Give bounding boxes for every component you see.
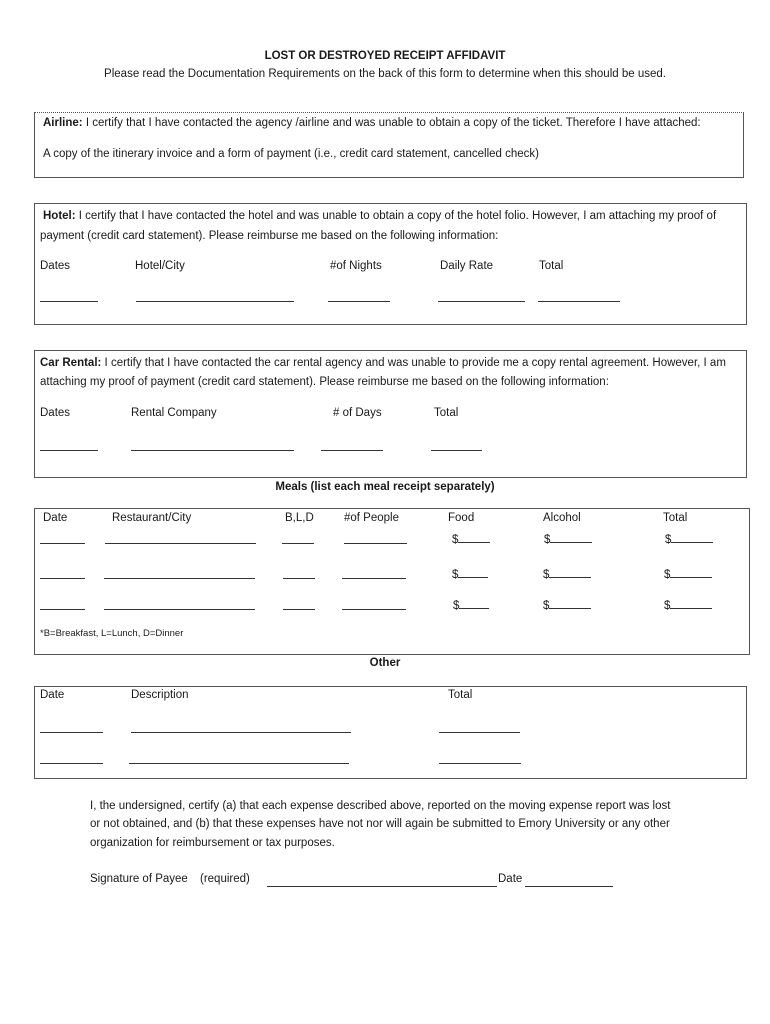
dollar-sign: $ bbox=[543, 600, 550, 612]
signature-field[interactable] bbox=[267, 886, 497, 887]
car-rental-label: Car Rental: bbox=[40, 357, 102, 369]
other1-total-field[interactable] bbox=[439, 732, 520, 733]
meal3-date-field[interactable] bbox=[40, 609, 85, 610]
meals-col-alcohol: Alcohol bbox=[543, 512, 581, 524]
meal1-food-field[interactable] bbox=[452, 530, 490, 546]
meal3-bld-field[interactable] bbox=[283, 609, 315, 610]
meal2-date-field[interactable] bbox=[40, 578, 85, 579]
other2-description-field[interactable] bbox=[129, 763, 349, 764]
dollar-sign: $ bbox=[453, 600, 460, 612]
meals-footnote: *B=Breakfast, L=Lunch, D=Dinner bbox=[40, 628, 184, 639]
other1-date-field[interactable] bbox=[40, 732, 103, 733]
car-col-dates: Dates bbox=[40, 407, 71, 419]
airline-statement bbox=[43, 117, 701, 129]
dollar-sign: $ bbox=[452, 534, 459, 546]
car-rental-text-line2: attaching my proof of payment (credit card statement). Please reimburse me based on the following information: bbox=[40, 376, 609, 388]
signature-label: Signature of Payee bbox=[90, 873, 188, 885]
meal2-food-field[interactable] bbox=[452, 565, 488, 581]
other-col-total: Total bbox=[448, 689, 473, 701]
meal1-people-field[interactable] bbox=[344, 543, 407, 544]
car-col-total: Total bbox=[434, 407, 459, 419]
other2-total-field[interactable] bbox=[439, 763, 521, 764]
other-heading: Other bbox=[369, 657, 401, 669]
hotel-city-field[interactable] bbox=[136, 301, 294, 302]
dollar-sign: $ bbox=[544, 534, 551, 546]
airline-attached: A copy of the itinerary invoice and a form of payment (i.e., credit card statement, cancelled check) bbox=[43, 148, 540, 160]
signature-date-label: Date bbox=[498, 873, 523, 885]
hotel-label: Hotel: bbox=[43, 210, 76, 222]
dollar-sign: $ bbox=[665, 534, 672, 546]
car-col-days: # of Days bbox=[333, 407, 382, 419]
airline-text: I certify that I have contacted the agency /airline and was unable to obtain a copy of the ticket. Therefore I have attached: bbox=[82, 117, 701, 129]
other2-date-field[interactable] bbox=[40, 763, 103, 764]
form-title: LOST OR DESTROYED RECEIPT AFFIDAVIT bbox=[264, 50, 506, 62]
meal1-alcohol-field[interactable] bbox=[544, 530, 592, 546]
car-dates-field[interactable] bbox=[40, 450, 98, 451]
meal3-people-field[interactable] bbox=[342, 609, 406, 610]
meal2-alcohol-field[interactable] bbox=[543, 565, 591, 581]
meals-heading: Meals (list each meal receipt separately) bbox=[275, 481, 495, 493]
dollar-sign: $ bbox=[664, 600, 671, 612]
meal3-total-field[interactable] bbox=[664, 596, 712, 612]
certification-line2: or not obtained, and (b) that these expenses have not nor will again be submitted to Emory University or any other bbox=[90, 818, 670, 830]
meal3-alcohol-field[interactable] bbox=[543, 596, 591, 612]
form-subtitle: Please read the Documentation Requirements on the back of this form to determine when this should be used. bbox=[104, 68, 666, 80]
car-company-field[interactable] bbox=[131, 450, 294, 451]
car-rental-text-line1: I certify that I have contacted the car rental agency and was unable to provide me a copy rental agreement. However, I am bbox=[101, 357, 726, 369]
hotel-text-line1: I certify that I have contacted the hotel and was unable to obtain a copy of the hotel folio. However, I am attaching my proof of bbox=[75, 210, 717, 222]
certification-line3: organization for reimbursement or tax purposes. bbox=[90, 837, 335, 849]
hotel-text-line2: payment (credit card statement). Please reimburse me based on the following information: bbox=[40, 230, 499, 242]
hotel-nights-field[interactable] bbox=[328, 301, 390, 302]
dollar-sign: $ bbox=[664, 569, 671, 581]
hotel-statement bbox=[43, 210, 716, 222]
meals-col-total: Total bbox=[663, 512, 688, 524]
meal2-people-field[interactable] bbox=[342, 578, 406, 579]
meal2-total-field[interactable] bbox=[664, 565, 712, 581]
hotel-col-nights: #of Nights bbox=[330, 260, 382, 272]
hotel-rate-field[interactable] bbox=[438, 301, 525, 302]
meals-col-food: Food bbox=[448, 512, 475, 524]
hotel-col-hotel-city: Hotel/City bbox=[135, 260, 185, 272]
meals-col-restaurant: Restaurant/City bbox=[112, 512, 192, 524]
hotel-col-dates: Dates bbox=[40, 260, 71, 272]
meal1-bld-field[interactable] bbox=[282, 543, 314, 544]
meal2-bld-field[interactable] bbox=[283, 578, 315, 579]
dollar-sign: $ bbox=[452, 569, 459, 581]
meal1-total-field[interactable] bbox=[665, 530, 713, 546]
car-total-field[interactable] bbox=[431, 450, 482, 451]
meal1-restaurant-field[interactable] bbox=[105, 543, 256, 544]
signature-date-field[interactable] bbox=[525, 886, 613, 887]
certification-line1: I, the undersigned, certify (a) that each expense described above, reported on the moving expense report was lost bbox=[90, 800, 671, 812]
dollar-sign: $ bbox=[543, 569, 550, 581]
car-col-rental-company: Rental Company bbox=[131, 407, 217, 419]
meals-col-people: #of People bbox=[344, 512, 399, 524]
other-col-date: Date bbox=[40, 689, 65, 701]
car-rental-statement bbox=[40, 357, 726, 369]
hotel-total-field[interactable] bbox=[538, 301, 620, 302]
meals-col-date: Date bbox=[43, 512, 68, 524]
hotel-col-total: Total bbox=[539, 260, 564, 272]
other1-description-field[interactable] bbox=[131, 732, 351, 733]
hotel-dates-field[interactable] bbox=[40, 301, 98, 302]
hotel-col-daily-rate: Daily Rate bbox=[440, 260, 494, 272]
airline-label: Airline: bbox=[43, 117, 83, 129]
car-days-field[interactable] bbox=[321, 450, 383, 451]
meal1-date-field[interactable] bbox=[40, 543, 85, 544]
signature-required: (required) bbox=[200, 873, 250, 885]
meal2-restaurant-field[interactable] bbox=[104, 578, 255, 579]
meals-col-bld: B,L,D bbox=[285, 512, 314, 524]
meal3-restaurant-field[interactable] bbox=[104, 609, 255, 610]
other-col-description: Description bbox=[131, 689, 189, 701]
meal3-food-field[interactable] bbox=[453, 596, 489, 612]
